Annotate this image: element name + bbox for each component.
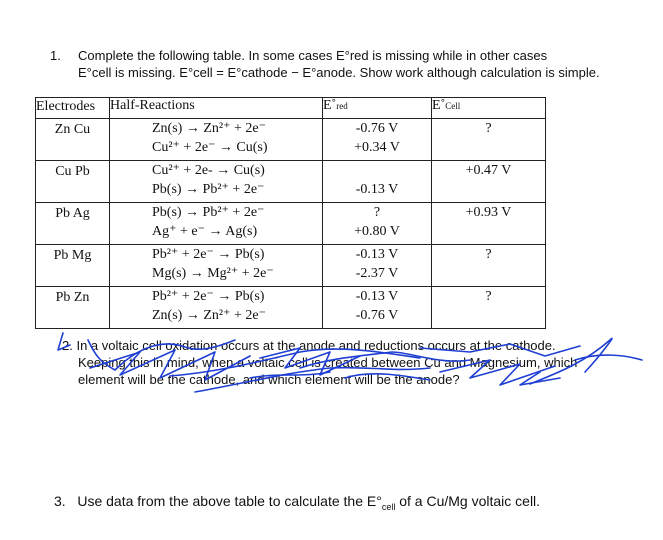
half-reaction-2: Cu²⁺ + 2e⁻ → Cu(s): [152, 140, 268, 155]
table-row: [36, 161, 546, 203]
table-row: [36, 287, 546, 329]
half-reaction-2: Mg(s) → Mg²⁺ + 2e⁻: [152, 266, 274, 281]
header-electrodes: Electrodes: [36, 98, 110, 119]
ecell-cell: ?: [432, 245, 546, 287]
table-row: [36, 119, 546, 161]
half-reactions-cell: [110, 119, 323, 161]
ered-value-2: -2.37 V: [355, 266, 399, 281]
ered-cell: [323, 245, 432, 287]
header-ecell-symbol: E˚: [432, 98, 446, 113]
header-half-reactions: Half-Reactions: [110, 98, 323, 119]
table-header-row: [36, 98, 546, 119]
electrode-table: [35, 97, 546, 329]
ered-value-2: -0.76 V: [355, 308, 399, 323]
half-reactions-cell: [110, 203, 323, 245]
ered-value-1: -0.13 V: [355, 289, 399, 304]
electrodes-cell: Cu Pb: [36, 161, 110, 203]
table-row: [36, 203, 546, 245]
half-reactions-cell: [110, 287, 323, 329]
question-1-number: 1.: [50, 48, 61, 63]
header-ered: [323, 98, 432, 119]
question-1-line-2: E°cell is missing. E°cell = E°cathode − E°anode. Show work although calculation is simple.: [78, 65, 600, 80]
question-3-text-after: of a Cu/Mg voltaic cell.: [395, 493, 541, 509]
question-2-line-3: element will be the cathode, and which element will be the anode?: [78, 372, 460, 387]
question-3-text-before: Use data from the above table to calculate the E°: [77, 493, 382, 509]
ered-cell: [323, 287, 432, 329]
half-reaction-1: Zn(s) → Zn²⁺ + 2e⁻: [152, 121, 266, 136]
half-reaction-1: Pb²⁺ + 2e⁻ → Pb(s): [152, 247, 265, 262]
question-3: [54, 493, 540, 516]
electrodes-cell: Pb Mg: [36, 245, 110, 287]
ered-value-2: +0.80 V: [354, 224, 400, 239]
ered-value-2: +0.34 V: [354, 140, 400, 155]
question-1-line-1: Complete the following table. In some cases E°red is missing while in other cases: [78, 48, 548, 63]
ecell-cell: +0.93 V: [432, 203, 546, 245]
ered-value-2: -0.13 V: [355, 182, 399, 197]
electrodes-cell: Pb Ag: [36, 203, 110, 245]
header-ered-symbol: E˚: [323, 98, 337, 113]
half-reaction-1: Pb²⁺ + 2e⁻ → Pb(s): [152, 289, 265, 304]
header-ered-sub: red: [336, 101, 348, 111]
electrodes-cell: Zn Cu: [36, 119, 110, 161]
half-reaction-2: Zn(s) → Zn²⁺ + 2e⁻: [152, 308, 266, 323]
half-reactions-cell: [110, 161, 323, 203]
ered-value-1: -0.13 V: [355, 247, 399, 262]
question-2-number: 2.: [62, 338, 73, 353]
ered-cell: [323, 161, 432, 203]
question-3-number: 3.: [54, 493, 66, 509]
ered-cell: [323, 203, 432, 245]
question-3-subscript: cell: [381, 501, 396, 512]
question-2-text-1: In a voltaic cell oxidation occurs at the anode and reductions occurs at the cathode.: [76, 338, 556, 353]
question-1: [50, 47, 650, 81]
ered-value-1: [323, 161, 431, 180]
half-reaction-1: Pb(s) → Pb²⁺ + 2e⁻: [152, 205, 265, 220]
electrodes-cell: Pb Zn: [36, 287, 110, 329]
half-reaction-2: Ag⁺ + e⁻ → Ag(s): [152, 224, 258, 239]
ered-cell: [323, 119, 432, 161]
ecell-cell: +0.47 V: [432, 161, 546, 203]
header-ecell: [432, 98, 546, 119]
ecell-cell: ?: [432, 287, 546, 329]
ered-value-1: ?: [373, 205, 381, 220]
half-reaction-2: Pb(s) → Pb²⁺ + 2e⁻: [152, 182, 265, 197]
question-2: [62, 337, 652, 388]
question-2-line-1: [62, 337, 652, 354]
header-ecell-sub: Cell: [445, 101, 461, 111]
ecell-cell: ?: [432, 119, 546, 161]
table-row: [36, 245, 546, 287]
half-reactions-cell: [110, 245, 323, 287]
ered-value-1: -0.76 V: [355, 121, 399, 136]
question-2-line-2: Keeping this in mind, when a voltaic cell is created between Cu and Magnesium, which: [78, 355, 578, 370]
half-reaction-1: Cu²⁺ + 2e- → Cu(s): [152, 163, 265, 178]
